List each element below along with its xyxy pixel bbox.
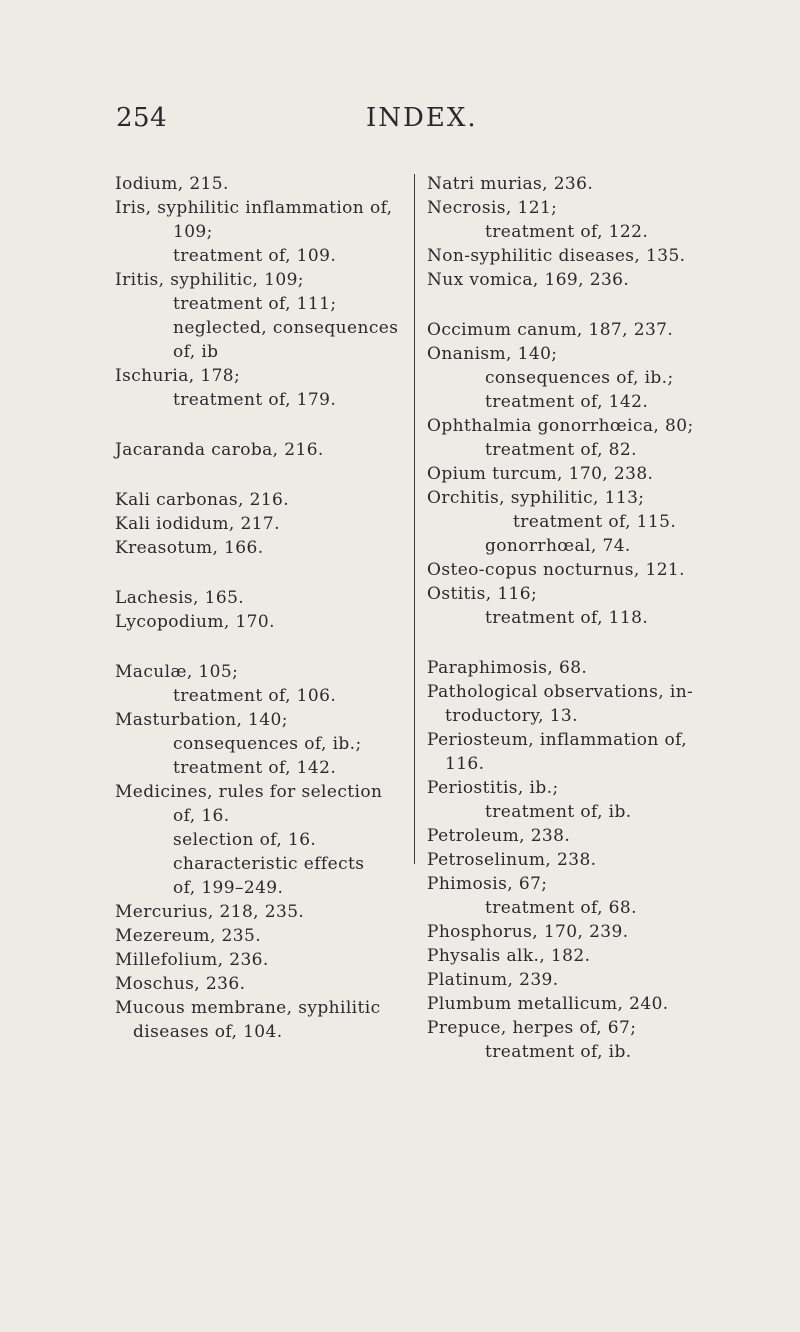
index-subentry: of, ib bbox=[173, 342, 219, 362]
index-entry: Osteo-copus nocturnus, 121. bbox=[427, 560, 685, 580]
index-subentry: diseases of, 104. bbox=[133, 1022, 283, 1042]
index-subentry: neglected, consequences bbox=[173, 318, 399, 338]
index-entry: Iris, syphilitic inflammation of, bbox=[115, 198, 393, 218]
index-entry: Phimosis, 67; bbox=[427, 874, 548, 894]
index-entry: Moschus, 236. bbox=[115, 974, 246, 994]
index-entry: Occimum canum, 187, 237. bbox=[427, 320, 674, 340]
index-subentry: treatment of, 115. bbox=[513, 512, 677, 532]
index-subentry: of, 199–249. bbox=[173, 878, 284, 898]
index-subentry: troductory, 13. bbox=[445, 706, 578, 726]
index-subentry: treatment of, ib. bbox=[485, 1042, 632, 1062]
index-entry: Periosteum, inflammation of, bbox=[427, 730, 688, 750]
index-entry: Opium turcum, 170, 238. bbox=[427, 464, 654, 484]
index-subentry: of, 16. bbox=[173, 806, 230, 826]
index-entry: Nux vomica, 169, 236. bbox=[427, 270, 630, 290]
index-subentry: gonorrhœal, 74. bbox=[485, 536, 631, 556]
index-subentry: treatment of, 179. bbox=[173, 390, 337, 410]
index-entry: Ostitis, 116; bbox=[427, 584, 538, 604]
index-subentry: treatment of, 109. bbox=[173, 246, 337, 266]
index-entry: Platinum, 239. bbox=[427, 970, 559, 990]
index-subentry: treatment of, 142. bbox=[485, 392, 649, 412]
index-entry: Natri murias, 236. bbox=[427, 174, 594, 194]
index-entry: Lachesis, 165. bbox=[115, 588, 245, 608]
index-entry: Petroselinum, 238. bbox=[427, 850, 597, 870]
index-entry: Millefolium, 236. bbox=[115, 950, 269, 970]
index-subentry: consequences of, ib.; bbox=[173, 734, 362, 754]
index-subentry: consequences of, ib.; bbox=[485, 368, 674, 388]
index-subentry: characteristic effects bbox=[173, 854, 365, 874]
index-entry: 109; bbox=[173, 222, 213, 242]
index-entry: Jacaranda caroba, 216. bbox=[115, 440, 324, 460]
index-subentry: treatment of, ib. bbox=[485, 802, 632, 822]
index-entry: Mezereum, 235. bbox=[115, 926, 261, 946]
index-entry: Prepuce, herpes of, 67; bbox=[427, 1018, 637, 1038]
index-entry: Ischuria, 178; bbox=[115, 366, 241, 386]
index-subentry: selection of, 16. bbox=[173, 830, 317, 850]
index-entry: Kreasotum, 166. bbox=[115, 538, 264, 558]
index-entry: Orchitis, syphilitic, 113; bbox=[427, 488, 645, 508]
index-subentry: treatment of, 111; bbox=[173, 294, 337, 314]
index-column-left bbox=[115, 172, 400, 1044]
index-entry: Onanism, 140; bbox=[427, 344, 558, 364]
index-entry: Mercurius, 218, 235. bbox=[115, 902, 305, 922]
page-title: INDEX. bbox=[366, 103, 478, 133]
column-divider bbox=[414, 174, 415, 864]
index-entry: Masturbation, 140; bbox=[115, 710, 288, 730]
index-entry: Pathological observations, in- bbox=[427, 682, 694, 702]
index-subentry: treatment of, 118. bbox=[485, 608, 649, 628]
index-subentry: treatment of, 68. bbox=[485, 898, 637, 918]
index-entry: Paraphimosis, 68. bbox=[427, 658, 588, 678]
index-entry: Lycopodium, 170. bbox=[115, 612, 275, 632]
index-entry: Phosphorus, 170, 239. bbox=[427, 922, 629, 942]
index-subentry: treatment of, 122. bbox=[485, 222, 649, 242]
index-entry: Physalis alk., 182. bbox=[427, 946, 591, 966]
index-entry: Necrosis, 121; bbox=[427, 198, 558, 218]
index-entry: Kali carbonas, 216. bbox=[115, 490, 290, 510]
index-entry: Non-syphilitic diseases, 135. bbox=[427, 246, 686, 266]
page-number: 254 bbox=[116, 103, 168, 133]
index-entry: Petroleum, 238. bbox=[427, 826, 571, 846]
index-subentry: treatment of, 82. bbox=[485, 440, 637, 460]
index-subentry: treatment of, 142. bbox=[173, 758, 337, 778]
index-column-right bbox=[427, 172, 732, 1064]
index-entry: Kali iodidum, 217. bbox=[115, 514, 280, 534]
index-entry: Mucous membrane, syphilitic bbox=[115, 998, 381, 1018]
index-entry: Ophthalmia gonorrhœica, 80; bbox=[427, 416, 694, 436]
index-subentry: treatment of, 106. bbox=[173, 686, 337, 706]
index-entry: Iritis, syphilitic, 109; bbox=[115, 270, 304, 290]
index-entry: Periostitis, ib.; bbox=[427, 778, 559, 798]
index-entry: Iodium, 215. bbox=[115, 174, 229, 194]
index-entry: Medicines, rules for selection bbox=[115, 782, 383, 802]
index-entry: Maculæ, 105; bbox=[115, 662, 239, 682]
index-entry: Plumbum metallicum, 240. bbox=[427, 994, 669, 1014]
index-subentry: 116. bbox=[445, 754, 485, 774]
